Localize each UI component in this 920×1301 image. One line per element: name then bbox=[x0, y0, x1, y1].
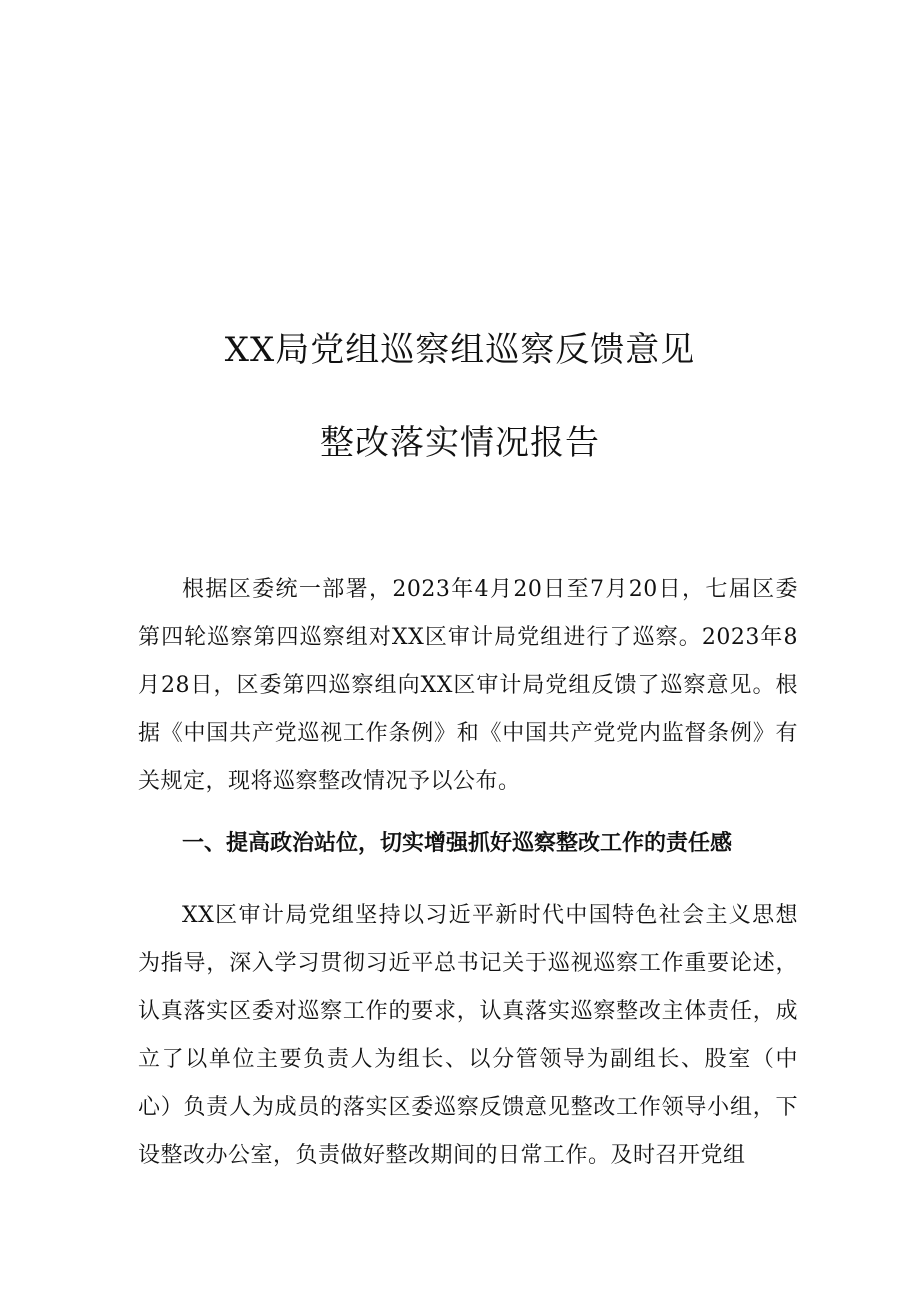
document-title-line-1: XX局党组巡察组巡察反馈意见 bbox=[224, 330, 696, 370]
intro-paragraph: 根据区委统一部署，2023年4月20日至7月20日，七届区委第四轮巡察第四巡察组对XX区审计局党组进行了巡察。2023年8月28日，区委第四巡察组向XX区审计局党组反馈了巡察意见。根据《中国共产党巡视工作条例》和《中国共产党党内监督条例》有关规定，现将巡察整改情况予以公布。 bbox=[138, 577, 798, 794]
section-1-paragraph: XX区审计局党组坚持以习近平新时代中国特色社会主义思想为指导，深入学习贯彻习近平总书记关于巡视巡察工作重要论述，认真落实区委对巡察工作的要求，认真落实巡察整改主体责任，成立了以单位主要负责人为组长、以分管领导为副组长、股室（中心）负责人为成员的落实区委巡察反馈意见整改工作领导小组，下设整改办公室，负责做好整改期间的日常工作。及时召开党组 bbox=[138, 903, 798, 1168]
section-1-heading: 一、提高政治站位，切实增强抓好巡察整改工作的责任感 bbox=[182, 831, 733, 856]
document-title-line-2: 整改落实情况报告 bbox=[320, 423, 600, 463]
